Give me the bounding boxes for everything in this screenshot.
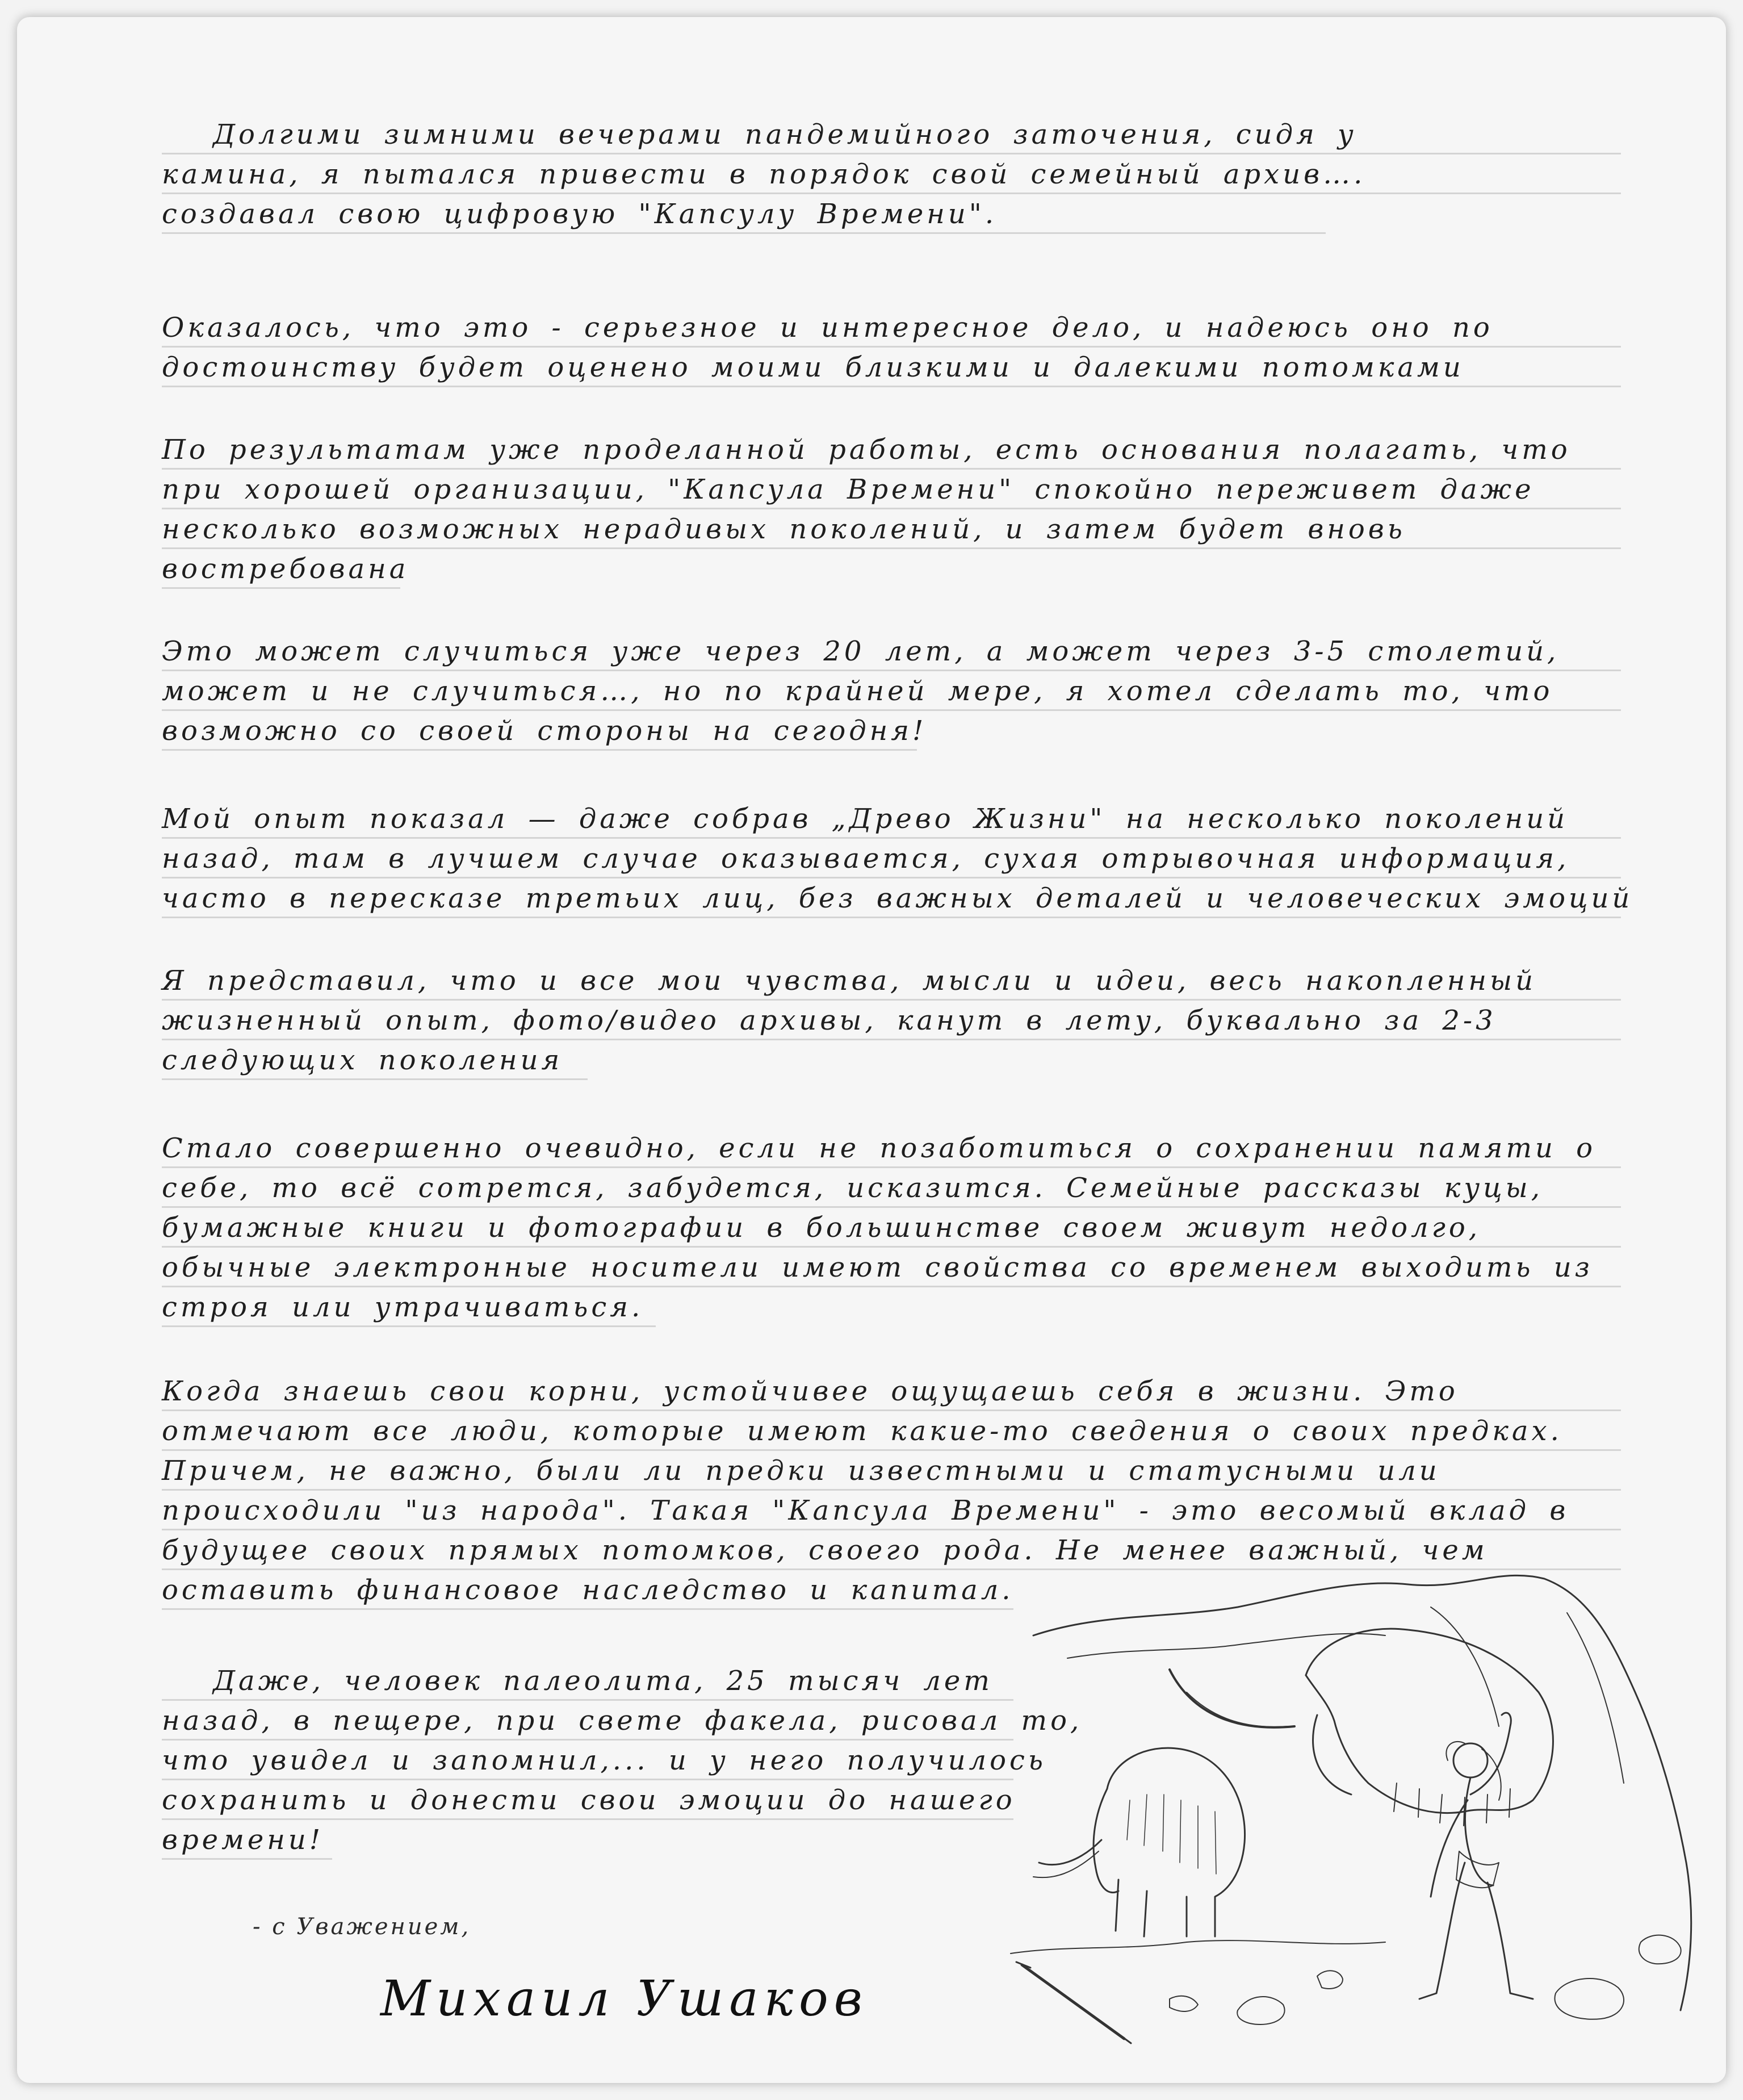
- text-line: достоинству будет оценено моими близкими и далекими потомками: [162, 348, 1621, 387]
- text-line: оставить финансовое наследство и капитал.: [162, 1570, 1013, 1610]
- text-line: камина, я пытался привести в порядок свой семейный архив….: [162, 154, 1621, 194]
- paragraph-9: [162, 1661, 1083, 1860]
- text-line: По результатам уже проделанной работы, есть основания полагать, что: [162, 430, 1621, 470]
- text-line: Оказалось, что это - серьезное и интересное дело, и надеюсь оно по: [162, 308, 1621, 348]
- text-line: назад, в пещере, при свете факела, рисовал то,: [162, 1701, 1013, 1741]
- text-line: обычные электронные носители имеют свойства со временем выходить из: [162, 1248, 1621, 1287]
- text-line: при хорошей организации, "Капсула Времени" спокойно переживет даже: [162, 470, 1621, 509]
- text-line: Это может случиться уже через 20 лет, а может через 3-5 столетий,: [162, 631, 1621, 671]
- text-line: возможно со своей стороны на сегодня!: [162, 711, 917, 751]
- text-line: бумажные книги и фотографии в большинстве своем живут недолго,: [162, 1208, 1621, 1248]
- paragraph-6: [162, 961, 1621, 1080]
- text-line: времени!: [162, 1820, 332, 1860]
- text-line: Даже, человек палеолита, 25 тысяч лет: [162, 1661, 1013, 1701]
- letter-sheet: [17, 17, 1726, 2083]
- text-line: востребована: [162, 549, 400, 589]
- text-line: отмечают все люди, которые имеют какие-то сведения о своих предках.: [162, 1411, 1621, 1451]
- paragraph-5: [162, 799, 1633, 918]
- closing-salutation: - с Уважением,: [253, 1914, 471, 1940]
- paragraph-7: [162, 1128, 1621, 1327]
- text-line: жизненный опыт, фото/видео архивы, канут в лету, буквально за 2-3: [162, 1001, 1621, 1040]
- text-line: происходили "из народа". Такая "Капсула Времени" - это весомый вклад в: [162, 1491, 1621, 1530]
- text-line: сохранить и донести свои эмоции до нашего: [162, 1780, 1013, 1820]
- text-line: Когда знаешь свои корни, устойчивее ощущаешь себя в жизни. Это: [162, 1371, 1621, 1411]
- paragraph-3: [162, 430, 1621, 589]
- text-line: Я представил, что и все мои чувства, мысли и идеи, весь накопленный: [162, 961, 1621, 1001]
- text-line: себе, то всё сотрется, забудется, исказится. Семейные рассказы куцы,: [162, 1168, 1621, 1208]
- signature: Михаил Ушаков: [380, 1971, 868, 2027]
- paragraph-4: [162, 631, 1621, 751]
- text-line: что увидел и запомнил,... и у него получилось: [162, 1741, 1013, 1780]
- text-line: несколько возможных нерадивых поколений, и затем будет вновь: [162, 509, 1621, 549]
- text-line: Причем, не важно, были ли предки известными и статусными или: [162, 1451, 1621, 1491]
- text-line: строя или утрачиваться.: [162, 1287, 656, 1327]
- text-line: Долгими зимними вечерами пандемийного заточения, сидя у: [162, 115, 1621, 154]
- text-line: следующих поколения: [162, 1040, 588, 1080]
- text-line: Стало совершенно очевидно, если не позаботиться о сохранении памяти о: [162, 1128, 1621, 1168]
- paragraph-2: [162, 308, 1621, 387]
- text-line: будущее своих прямых потомков, своего рода. Не менее важный, чем: [162, 1530, 1621, 1570]
- text-line: создавал свою цифровую "Капсулу Времени".: [162, 194, 1326, 234]
- text-line: может и не случиться…, но по крайней мере, я хотел сделать то, что: [162, 671, 1621, 711]
- text-line: назад, там в лучшем случае оказывается, сухая отрывочная информация,: [162, 839, 1621, 879]
- cave-painting-mammoth-caveman-icon: [999, 1545, 1709, 2056]
- text-line: часто в пересказе третьих лиц, без важных деталей и человеческих эмоций: [162, 879, 1621, 918]
- paragraph-1: [162, 115, 1621, 234]
- text-line: Мой опыт показал — даже собрав „Древо Жизни" на несколько поколений: [162, 799, 1621, 839]
